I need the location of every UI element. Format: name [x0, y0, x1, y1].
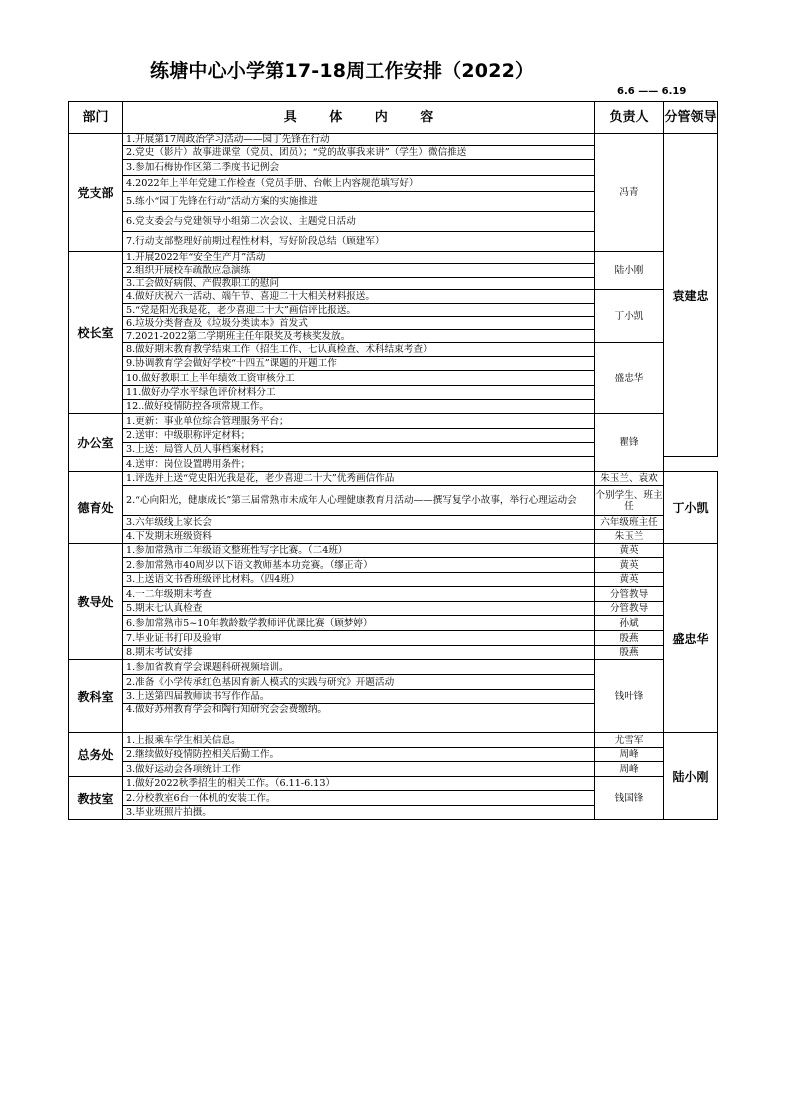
- principal-item-3: 3.工会做好病假、产假教职工的慰问: [123, 278, 595, 290]
- owner-general-2: 周峰: [595, 748, 664, 762]
- owner-party: 冯青: [595, 134, 664, 252]
- owner-principal-3: 盛忠华: [595, 343, 664, 414]
- header-content: 具 体 内 容: [123, 102, 595, 134]
- party-item-3: 3.参加石梅协作区第二季度书记例会: [123, 160, 595, 176]
- dept-general: 总务处: [69, 733, 123, 777]
- owner-general-3: 周峰: [595, 762, 664, 777]
- general-item-3: 3.做好运动会各项统计工作: [123, 762, 595, 777]
- moral-item-3: 3.六年级线上家长会: [123, 516, 595, 530]
- principal-item-12: 12..做好疫情防控各项常规工作。: [123, 400, 595, 414]
- principal-item-8: 8.做好期末教育教学结束工作（招生工作、七认真检查、术科结束考查）: [123, 343, 595, 357]
- header-row: [69, 102, 718, 134]
- principal-item-6: 6.垃圾分类督查及《垃圾分类读本》首发式: [123, 317, 595, 330]
- research-item-2: 2.准备《小学传承红色基因育新人模式的实践与研究》开题活动: [123, 675, 595, 690]
- owner-teaching-7: 殷燕: [595, 631, 664, 646]
- general-item-2: 2.继续做好疫情防控相关后勤工作。: [123, 748, 595, 762]
- research-item-4: 4.做好苏州教育学会和陶行知研究会会费缴纳。: [123, 704, 595, 733]
- dept-research: 教科室: [69, 660, 123, 733]
- dept-office: 办公室: [69, 414, 123, 472]
- office-item-3: 3.上送：局管人员人事档案材料；: [123, 443, 595, 457]
- principal-item-2: 2.组织开展校车疏散应急演练: [123, 264, 595, 278]
- leader-yuan: 袁建忠: [664, 134, 718, 457]
- leader-sheng: 盛忠华: [664, 544, 718, 733]
- research-item-3: 3.上送第四届教师读书写作作品。: [123, 690, 595, 704]
- principal-item-10: 10.做好教职工上半年绩效工资审核分工: [123, 371, 595, 386]
- office-item-2: 2.送审：中级职称评定材料；: [123, 429, 595, 443]
- teaching-item-6: 6.参加常熟市5~10年教龄数学教师评优课比赛（顾梦婷）: [123, 616, 595, 631]
- party-item-5: 5.练小“园丁先锋在行动”活动方案的实施推进: [123, 192, 595, 212]
- moral-item-4: 4.下发期末班级资料: [123, 530, 595, 544]
- party-item-4: 4.2022年上半年党建工作检查（党员手册、台帐上内容规范填写好）: [123, 176, 595, 192]
- owner-moral-1: 朱玉兰、袁欢: [595, 472, 664, 486]
- owner-research: 钱叶锋: [595, 660, 664, 733]
- general-item-1: 1.上报乘车学生相关信息。: [123, 733, 595, 748]
- teaching-item-8: 8.期末考试安排: [123, 646, 595, 660]
- schedule-table: [68, 101, 718, 820]
- dept-party: 党支部: [69, 134, 123, 252]
- research-item-1: 1.参加省教育学会课题科研视频培训。: [123, 660, 595, 675]
- header-owner: 负责人: [595, 102, 664, 134]
- owner-teaching-2: 黄英: [595, 558, 664, 573]
- principal-item-5: 5.“党是阳光我是花，老少喜迎二十大”画信评比报送。: [123, 304, 595, 317]
- owner-teaching-1: 黄英: [595, 544, 664, 558]
- owner-moral-2: 个别学生、班主任: [595, 486, 664, 516]
- teaching-item-5: 5.期末七认真检查: [123, 602, 595, 616]
- leader-ding: 丁小凯: [664, 472, 718, 544]
- owner-teaching-8: 殷燕: [595, 646, 664, 660]
- principal-item-1: 1.开展2022年“安全生产月”活动: [123, 252, 595, 264]
- party-item-2: 2.党史（影片）故事进课堂（党员、团员）；“党的故事我来讲”（学生）微信推送: [123, 146, 595, 160]
- teaching-item-7: 7.毕业证书打印及验审: [123, 631, 595, 646]
- principal-item-4: 4.做好庆祝六一活动、端午节、喜迎二十大相关材料报送。: [123, 290, 595, 304]
- party-item-6: 6.党支委会与党建领导小组第二次会议、主题党日活动: [123, 212, 595, 232]
- moral-item-1: 1.评选并上送“党史阳光我是花，老少喜迎二十大”优秀画信作品: [123, 472, 595, 486]
- tech-item-1: 1.做好2022秋季招生的相关工作。（6.11-6.13）: [123, 777, 595, 791]
- owner-office: 瞿锋: [595, 414, 664, 472]
- tech-item-3: 3.毕业班照片拍摄。: [123, 806, 595, 820]
- owner-teaching-4: 分管教导: [595, 587, 664, 602]
- teaching-item-4: 4.一二年级期末考查: [123, 587, 595, 602]
- leader-lu: 陆小刚: [664, 733, 718, 820]
- owner-general-1: 尤雪军: [595, 733, 664, 748]
- owner-tech: 钱国锋: [595, 777, 664, 820]
- principal-item-7: 7.2021-2022第二学期班主任年限奖及考核奖发放。: [123, 330, 595, 343]
- principal-item-11: 11.做好办学水平绿色评价材料分工: [123, 386, 595, 400]
- principal-item-9: 9.协调教育学会做好学校“十四五”课题的开题工作: [123, 357, 595, 371]
- teaching-item-1: 1.参加常熟市二年级语文整班性写字比赛。（二4班）: [123, 544, 595, 558]
- dept-teaching: 教导处: [69, 544, 123, 660]
- owner-moral-3: 六年级班主任: [595, 516, 664, 530]
- owner-teaching-3: 黄英: [595, 573, 664, 587]
- owner-principal-1: 陆小刚: [595, 252, 664, 290]
- header-leader: 分管领导: [664, 102, 718, 134]
- owner-principal-2: 丁小凯: [595, 290, 664, 343]
- dept-tech: 教技室: [69, 777, 123, 820]
- owner-teaching-6: 孙斌: [595, 616, 664, 631]
- date-range: 6.6 —— 6.19: [617, 86, 687, 97]
- party-item-7: 7.行动支部整理好前期过程性材料，写好阶段总结（顾建军）: [123, 232, 595, 252]
- header-dept: 部门: [69, 102, 123, 134]
- party-item-1: 1.开展第17周政治学习活动——园丁先锋在行动: [123, 134, 595, 146]
- moral-item-2: 2.“心向阳光，健康成长”第三届常熟市未成年人心理健康教育月活动——撰写复学小故事，举行心理运动会: [123, 486, 595, 516]
- office-item-4: 4.送审：岗位设置聘用条件；: [123, 457, 595, 472]
- teaching-item-2: 2.参加常熟市40周岁以下语文教师基本功竞赛。（缪正奇）: [123, 558, 595, 573]
- tech-item-2: 2.分校教室6台一体机的安装工作。: [123, 791, 595, 806]
- dept-principal: 校长室: [69, 252, 123, 414]
- owner-moral-4: 朱玉兰: [595, 530, 664, 544]
- office-item-1: 1.更新：事业单位综合管理服务平台；: [123, 414, 595, 429]
- teaching-item-3: 3.上送语文书香班级评比材料。（四4班）: [123, 573, 595, 587]
- owner-teaching-5: 分管教导: [595, 602, 664, 616]
- dept-moral: 德育处: [69, 472, 123, 544]
- page-title: 练塘中心小学第17-18周工作安排（2022）: [150, 60, 535, 82]
